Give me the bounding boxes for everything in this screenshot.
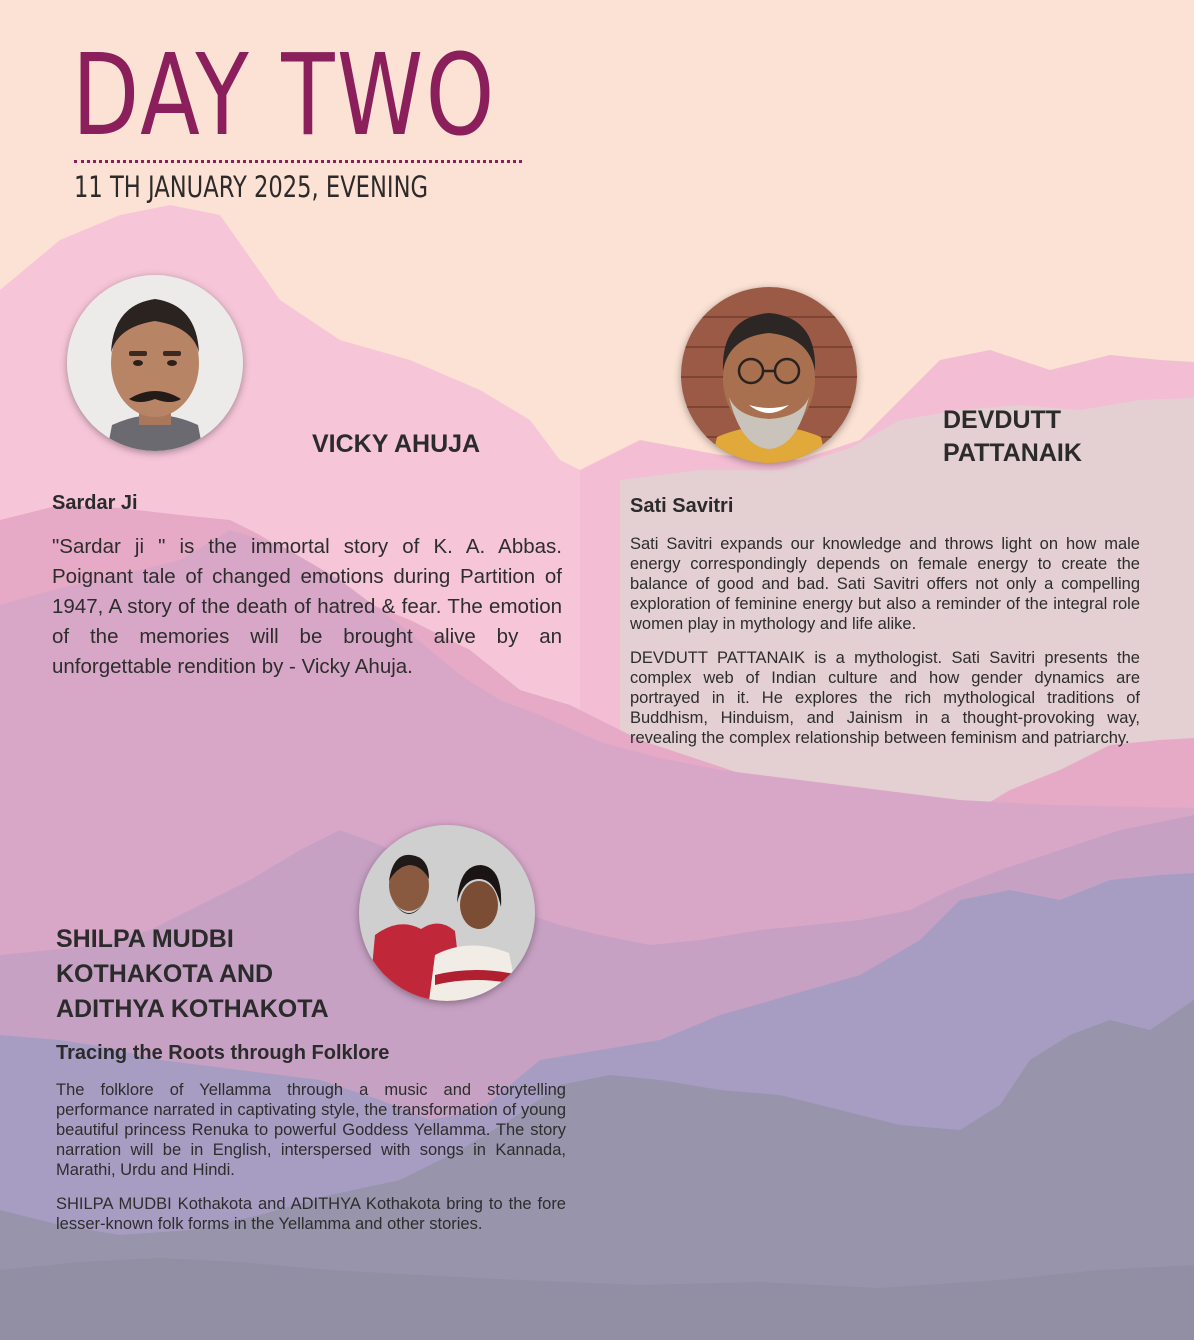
- name-line: SHILPA MUDBI: [56, 925, 234, 953]
- show-title-sati-savitri: Sati Savitri: [630, 495, 734, 517]
- name-line: ADITHYA KOTHAKOTA: [56, 995, 329, 1023]
- description-paragraph: DEVDUTT PATTANAIK is a mythologist. Sati Savitri presents the complex web of Indian culture and how gender dynamics are portrayed in it. He explores the rich mythological traditions of Buddhism, Hinduism, and Jainism in a thought-provoking way, revealing the complex relationship between feminism and patriarchy.: [630, 649, 1140, 747]
- title-divider: [74, 160, 522, 163]
- show-title-sardar-ji: Sardar Ji: [52, 492, 138, 514]
- page-title: DAY TWO: [72, 31, 497, 161]
- performer-name-vicky-ahuja: VICKY AHUJA: [312, 430, 481, 458]
- description-paragraph: SHILPA MUDBI Kothakota and ADITHYA Kothakota bring to the fore lesser-known folk forms in the Yellamma and other stories.: [56, 1195, 566, 1233]
- show-title-tracing-roots: Tracing the Roots through Folklore: [56, 1042, 390, 1064]
- tracing-roots-description: [56, 1080, 566, 1234]
- sati-savitri-description: [630, 534, 1140, 748]
- event-date: 11 TH JANUARY 2025, EVENING: [74, 170, 429, 204]
- description-paragraph: Sati Savitri expands our knowledge and throws light on how male energy correspondingly depends on female energy to create the balance of good and bad. Sati Savitri offers not only a compelling exploration of feminine energy but also a reminder of the integral role women play in mythology and life alike.: [630, 535, 1140, 633]
- vicky-ahuja-photo: [67, 275, 243, 451]
- sardar-ji-description: [52, 532, 562, 682]
- performer-name-devdutt-pattanaik: [943, 404, 1082, 470]
- name-line: PATTANAIK: [943, 439, 1082, 467]
- name-line: DEVDUTT: [943, 406, 1062, 434]
- kothakota-duo-photo: [359, 825, 535, 1001]
- performer-name-shilpa-adithya: [56, 922, 329, 1027]
- name-line: KOTHAKOTA AND: [56, 960, 274, 988]
- description-paragraph: "Sardar ji " is the immortal story of K. A. Abbas. Poignant tale of changed emotions during Partition of 1947, A story of the death of hatred & fear. The emotion of the memories will be brought alive by an unforgettable rendition by - Vicky Ahuja.: [52, 535, 562, 678]
- devdutt-pattanaik-photo: [681, 287, 857, 463]
- description-paragraph: The folklore of Yellamma through a music and storytelling performance narrated in captivating style, the transformation of young beautiful princess Renuka to powerful Goddess Yellamma. The story narration will be in English, interspersed with songs in Kannada, Marathi, Urdu and Hindi.: [56, 1081, 566, 1179]
